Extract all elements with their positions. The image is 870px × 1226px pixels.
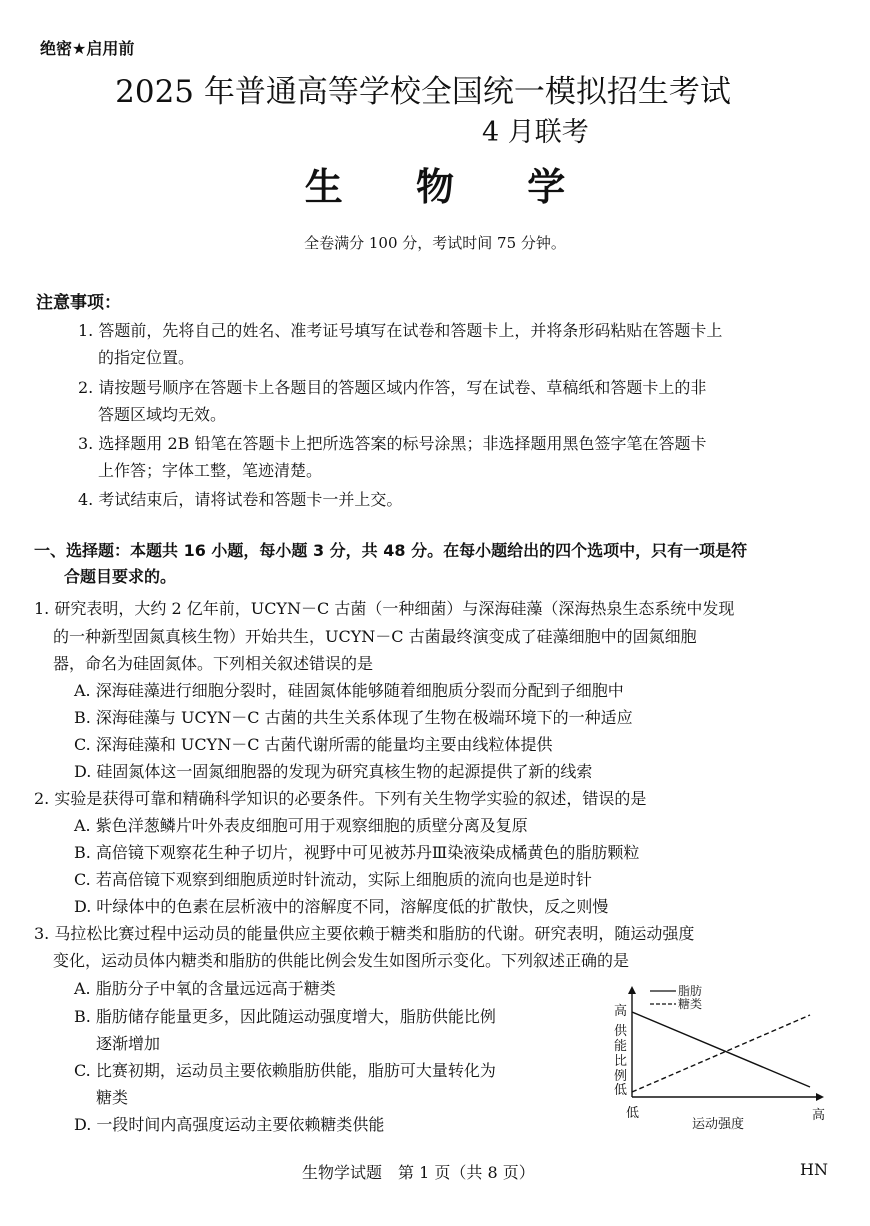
energy-supply-chart	[600, 982, 840, 1132]
question-1-option-d: D. 硅固氮体这一固氮细胞器的发现为研究真核生物的起源提供了新的线索	[74, 762, 593, 781]
question-3-option-b-cont: 逐渐增加	[96, 1034, 161, 1053]
y-axis-label: 供能比例	[614, 1024, 628, 1084]
question-3-option-b: B. 脂肪储存能量更多，因此随运动强度增大，脂肪供能比例	[74, 1007, 496, 1026]
question-2-option-b: B. 高倍镜下观察花生种子切片，视野中可见被苏丹Ⅲ染液染成橘黄色的脂肪颗粒	[74, 843, 640, 862]
y-tick-label-low: 低	[614, 1083, 628, 1098]
legend-label-0: 脂肪	[678, 984, 703, 998]
question-1-stem: 1. 研究表明，大约 2 亿年前，UCYN－C 古菌（一种细菌）与深海硅藻（深海热泉生态系统中发现	[34, 599, 735, 618]
notice-heading: 注意事项：	[36, 293, 121, 313]
notice-line: 答题区域均无效。	[98, 405, 227, 424]
exam-title: 2025 年普通高等学校全国统一模拟招生考试	[115, 74, 731, 110]
legend-label-1: 糖类	[678, 997, 703, 1011]
notice-line: 1. 答题前，先将自己的姓名、准考证号填写在试卷和答题卡上，并将条形码粘贴在答题卡上	[78, 321, 723, 340]
notice-line: 3. 选择题用 2B 铅笔在答题卡上把所选答案的标号涂黑；非选择题用黑色签字笔在答题卡	[78, 434, 707, 453]
question-3-option-d: D. 一段时间内高强度运动主要依赖糖类供能	[74, 1115, 385, 1134]
notice-line: 2. 请按题号顺序在答题卡上各题目的答题区域内作答，写在试卷、草稿纸和答题卡上的非	[78, 378, 707, 397]
notice-line: 4. 考试结束后，请将试卷和答题卡一并上交。	[78, 490, 403, 509]
section-heading: 一、选择题：本题共 16 小题，每小题 3 分，共 48 分。在每小题给出的四个选项中，只有一项是符	[34, 541, 748, 560]
section-heading-cont: 合题目要求的。	[64, 567, 177, 586]
question-2-option-c: C. 若高倍镜下观察到细胞质逆时针流动，实际上细胞质的流向也是逆时针	[74, 870, 592, 889]
page-footer: 生物学试题 第 1 页（共 8 页）	[302, 1163, 535, 1182]
question-2-stem: 2. 实验是获得可靠和精确科学知识的必要条件。下列有关生物学实验的叙述，错误的是	[34, 789, 647, 808]
question-1-option-c: C. 深海硅藻和 UCYN－C 古菌代谢所需的能量均主要由线粒体提供	[74, 735, 553, 754]
y-tick-label-high: 高	[614, 1004, 628, 1019]
chart-series	[632, 1012, 810, 1092]
question-2-option-d: D. 叶绿体中的色素在层析液中的溶解度不同，溶解度低的扩散快，反之则慢	[74, 897, 609, 916]
subject-title: 生 物 学	[304, 165, 596, 209]
score-time-note: 全卷满分 100 分，考试时间 75 分钟。	[304, 234, 566, 252]
question-3-stem: 变化，运动员体内糖类和脂肪的供能比例会发生如图所示变化。下列叙述正确的是	[53, 951, 630, 970]
x-tick-label-low: 低	[626, 1106, 640, 1121]
question-1-stem: 的一种新型固氮真核生物）开始共生，UCYN－C 古菌最终演变成了硅藻细胞中的固氮细胞	[53, 627, 697, 646]
question-1-option-a: A. 深海硅藻进行细胞分裂时，硅固氮体能够随着细胞质分裂而分配到子细胞中	[74, 681, 624, 700]
question-3-stem: 3. 马拉松比赛过程中运动员的能量供应主要依赖于糖类和脂肪的代谢。研究表明，随运动强度	[34, 924, 695, 943]
notice-line: 的指定位置。	[98, 348, 195, 367]
exam-subtitle: 4 月联考	[482, 117, 589, 148]
question-3-option-a: A. 脂肪分子中氧的含量远远高于糖类	[74, 979, 336, 998]
series-line-1	[632, 1015, 810, 1092]
question-3-option-c: C. 比赛初期，运动员主要依赖脂肪供能，脂肪可大量转化为	[74, 1061, 496, 1080]
notice-line: 上作答；字体工整，笔迹清楚。	[98, 461, 323, 480]
x-tick-label-high: 高	[812, 1108, 826, 1123]
series-line-0	[632, 1012, 810, 1087]
region-code: HN	[800, 1160, 828, 1179]
confidential-label: 绝密★启用前	[40, 39, 135, 58]
chart-legend	[650, 983, 702, 1011]
question-2-option-a: A. 紫色洋葱鳞片叶外表皮细胞可用于观察细胞的质壁分离及复原	[74, 816, 528, 835]
x-axis-label: 运动强度	[692, 1117, 745, 1132]
question-1-option-b: B. 深海硅藻与 UCYN－C 古菌的共生关系体现了生物在极端环境下的一种适应	[74, 708, 633, 727]
question-1-stem: 器，命名为硅固氮体。下列相关叙述错误的是	[53, 654, 374, 673]
question-3-option-c-cont: 糖类	[96, 1088, 129, 1107]
